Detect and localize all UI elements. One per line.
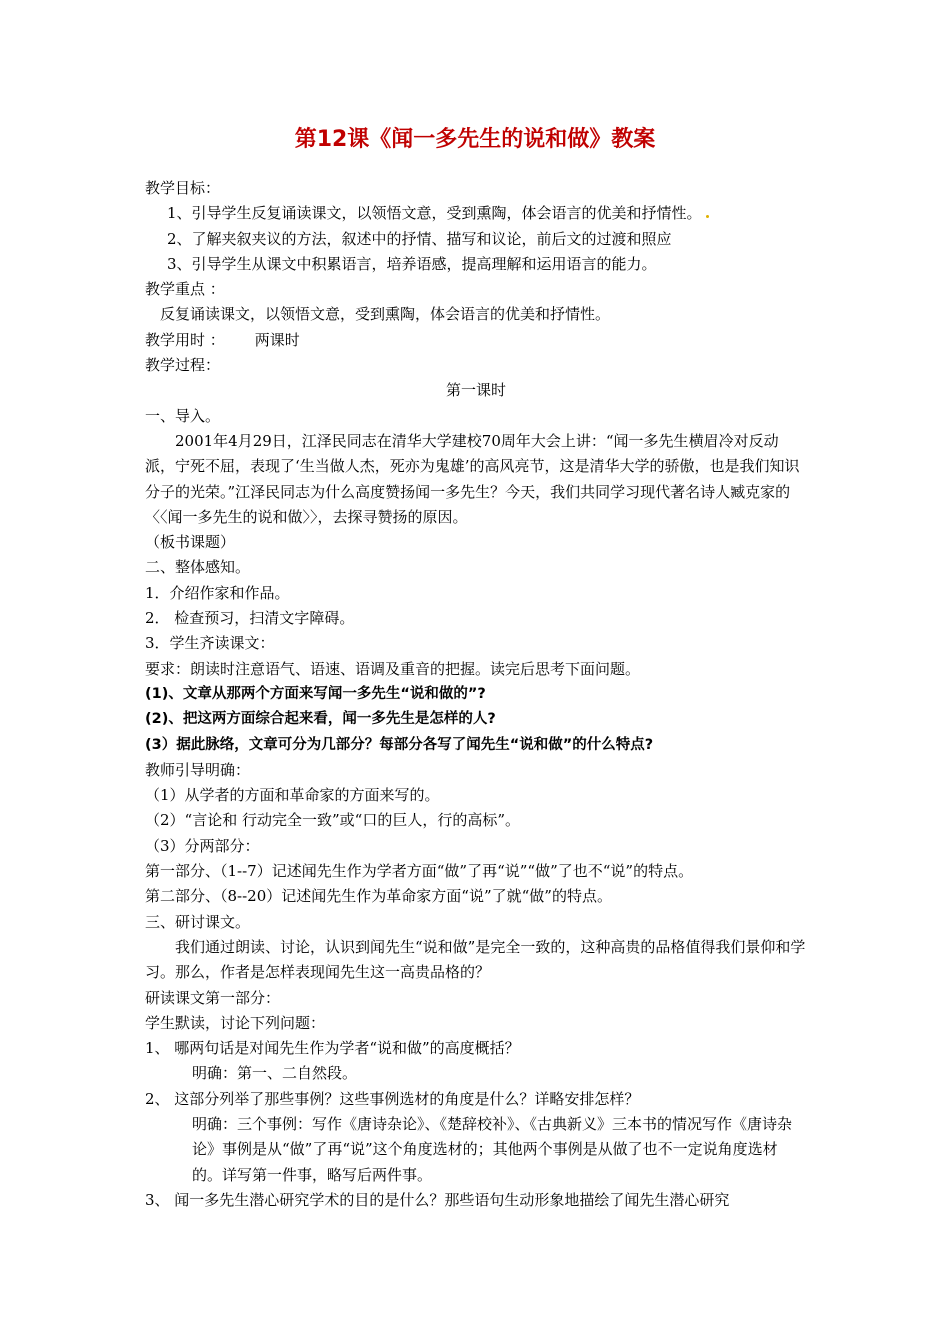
step-2: 2． 检查预习，扫清文字障碍。 [145, 609, 355, 628]
section-3-heading: 三、研讨课文。 [145, 912, 251, 931]
time-line: 教学用时 ： 两课时 [145, 330, 300, 349]
step-1: 1．介绍作家和作品。 [145, 583, 290, 602]
research-a1: 明确：第一、二自然段。 [192, 1064, 358, 1083]
goal-1: 1、引导学生反复诵读课文，以领悟文意，受到熏陶，体会语言的优美和抒情性。 [145, 201, 807, 226]
step-3: 3．学生齐读课文： [145, 634, 275, 653]
question-2: (2)、把这两方面综合起来看，闻一多先生是怎样的人? [145, 711, 496, 728]
section-2-heading: 二、整体感知。 [145, 558, 251, 577]
goals-heading: 教学目标： [145, 179, 221, 197]
part-1: 第一部分、（1--7）记述闻先生作为学者方面“做”了再“说”“做”了也不“说”的特点。 [145, 862, 694, 881]
lesson-heading: 第一课时 [445, 381, 506, 400]
key-text: 反复诵读课文，以领悟文意，受到熏陶，体会语言的优美和抒情性。 [160, 305, 611, 324]
research-q1: 1、 哪两句话是对闻先生作为学者“说和做”的高度概括？ [145, 1039, 520, 1058]
requirement: 要求：朗读时注意语气、语速、语调及重音的把握。读完后思考下面问题。 [145, 659, 641, 678]
process-heading: 教学过程： [145, 356, 221, 375]
research-a2: 明确：三个事例：写作《唐诗杂论》、《楚辞校补》、《古典新义》三本书的情况写作《唐诗杂论》事例是从“做”了再“说”这个角度选材的；其他两个事例是从做了也不一定说角度选材的。详写第一件事，略写后两件事。 [192, 1114, 793, 1184]
page-title: 第12课《闻一多先生的说和做》教案 [294, 127, 656, 152]
document-body [145, 176, 807, 1213]
teacher-guide: 教师引导明确： [145, 760, 251, 779]
discussion-paragraph: 我们通过朗读、讨论，认识到闻先生“说和做”是完全一致的，这种高贵的品格值得我们景仰和学习。那么，作者是怎样表现闻先生这一高贵品格的？ [145, 937, 806, 982]
research-q3: 3、 闻一多先生潜心研究学术的目的是什么？那些语句生动形象地描绘了闻先生潜心研究 [145, 1190, 730, 1209]
study-part-1: 研读课文第一部分： [145, 988, 281, 1007]
intro-paragraph: 2001年4月29日，江泽民同志在清华大学建校70周年大会上讲：“闻一多先生横眉冷对反动派，宁死不屈，表现了‘生当做人杰，死亦为鬼雄’的高风亮节，这是清华大学的骄傲，也是我们知识分子的光荣。”江泽民同志为什么高度赞扬闻一多先生？今天，我们共同学习现代著名诗人臧克家的〈〈闻一多先生的说和做〉〉，去探寻赞扬的原因。 [145, 431, 800, 526]
answer-2: （2）“言论和 行动完全一致”或“口的巨人，行的高标”。 [145, 811, 520, 830]
question-3: (3）据此脉络，文章可分为几部分？每部分各写了闻先生“说和做”的什么特点? [145, 736, 654, 753]
part-2: 第二部分、（8--20）记述闻先生作为革命家方面“说”了就“做”的特点。 [145, 887, 612, 906]
silent-reading: 学生默读，讨论下列问题： [145, 1013, 326, 1032]
answer-1: （1）从学者的方面和革命家的方面来写的。 [145, 786, 440, 805]
key-heading: 教学重点 ： [145, 280, 225, 299]
answer-3: （3）分两部分： [145, 836, 260, 855]
section-1-heading: 一、导入。 [145, 406, 221, 425]
board-note: （板书课题） [145, 533, 236, 552]
goal-2: 2、了解夹叙夹议的方法，叙述中的抒情、描写和议论，前后文的过渡和照应 [167, 229, 672, 248]
mark-dot [706, 215, 709, 218]
goal-3: 3、引导学生从课文中积累语言，培养语感，提高理解和运用语言的能力。 [167, 254, 657, 273]
research-q2: 2、 这部分列举了那些事例？这些事例选材的角度是什么？详略安排怎样？ [145, 1089, 640, 1108]
question-1: (1)、文章从那两个方面来写闻一多先生“说和做的”? [145, 685, 486, 702]
